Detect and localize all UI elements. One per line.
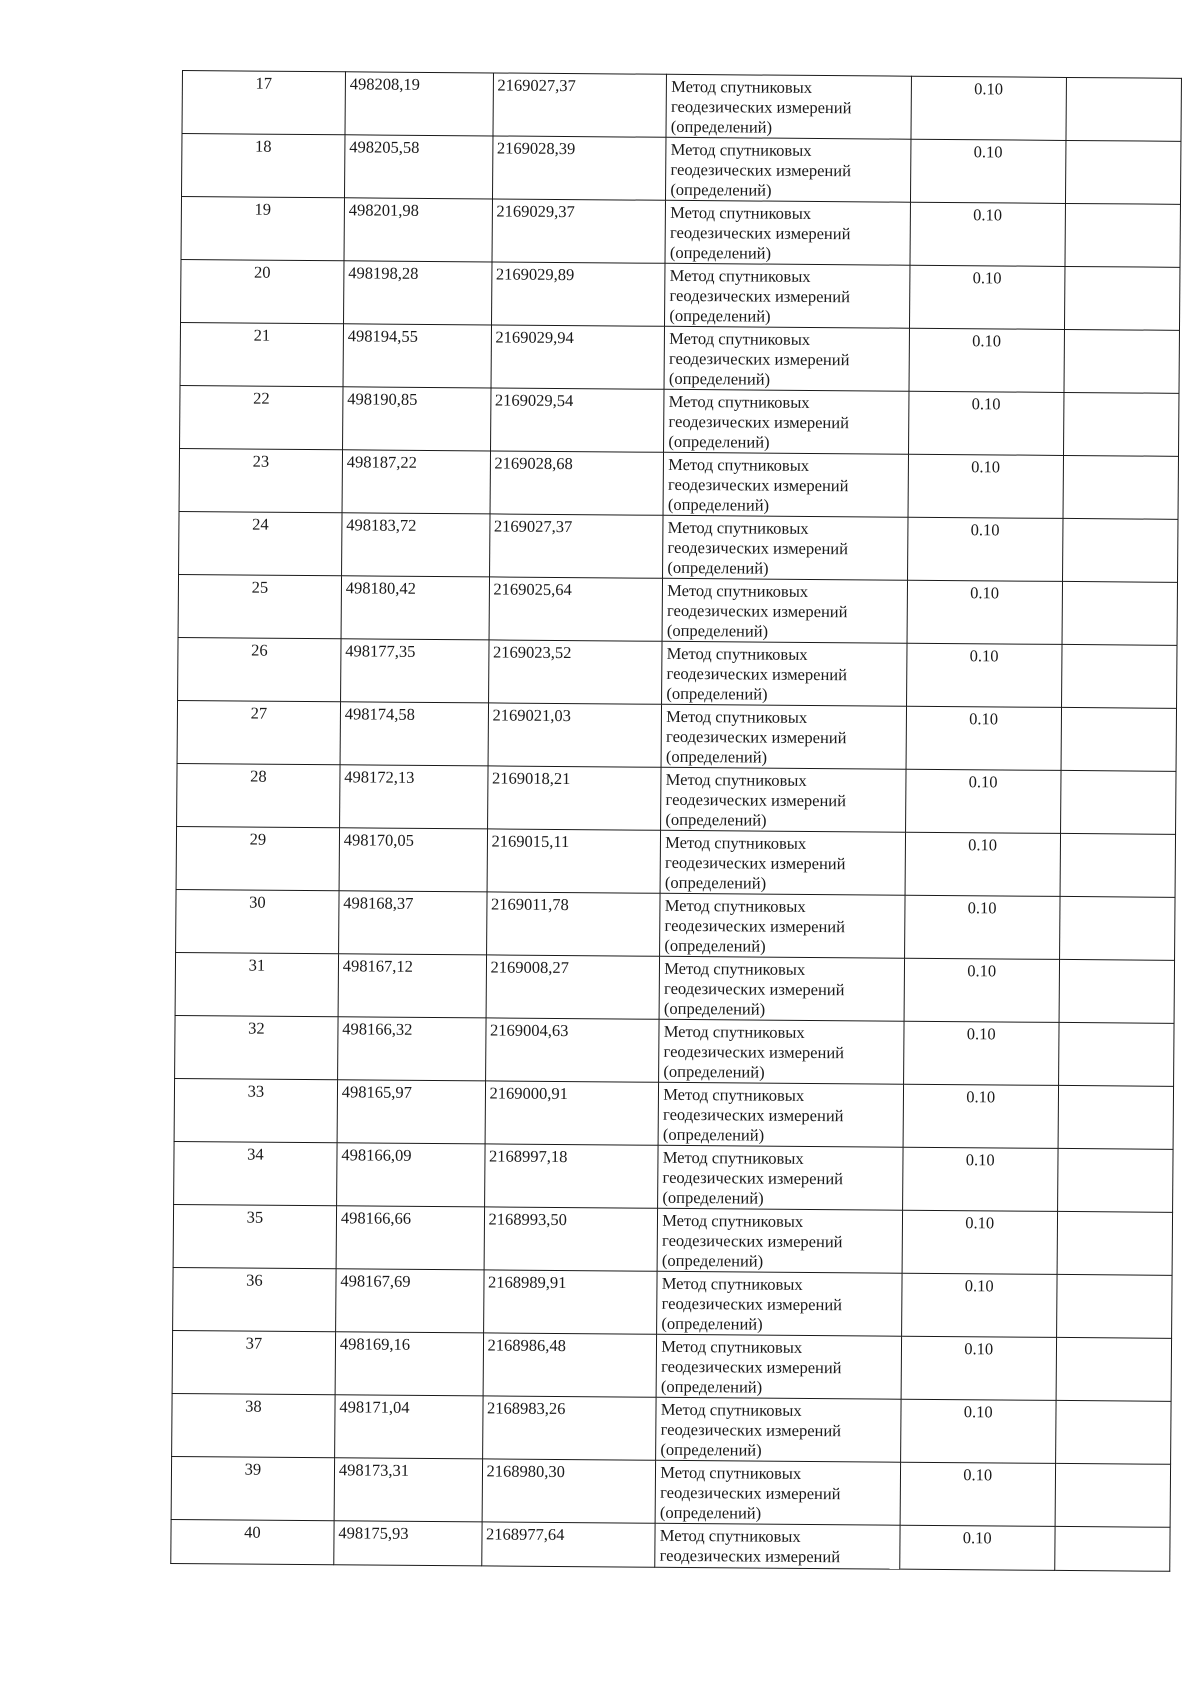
- method-cell: [661, 767, 906, 832]
- coordinates-table: [170, 70, 1182, 1572]
- table-row: [179, 511, 1178, 582]
- coordinate-y-cell: 2169027,37: [493, 73, 667, 137]
- method-line: (определений): [670, 116, 773, 137]
- coordinate-y-cell: 2168983,26: [482, 1396, 656, 1460]
- table-row: [173, 1204, 1172, 1275]
- method-cell: [658, 1082, 903, 1147]
- point-number-cell: 28: [177, 763, 340, 827]
- extra-cell: [1060, 770, 1176, 834]
- method-line: Метод спутниковых: [664, 958, 806, 979]
- coordinate-y-cell: 2169029,94: [491, 325, 665, 389]
- accuracy-cell: 0.10: [905, 769, 1061, 833]
- method-cell: [662, 578, 907, 643]
- accuracy-cell: 0.10: [906, 706, 1062, 770]
- method-line: (определений): [661, 1250, 764, 1271]
- accuracy-cell: 0.10: [904, 895, 1060, 959]
- coordinate-x-cell: 498183,72: [341, 513, 489, 577]
- method-cell: [666, 74, 911, 139]
- accuracy-cell: 0.10: [900, 1399, 1056, 1463]
- coordinate-x-cell: 498165,97: [337, 1080, 485, 1144]
- method-line: геодезических измерений: [670, 159, 852, 181]
- method-line: (определений): [660, 1376, 763, 1397]
- method-line: геодезических измерений: [668, 348, 850, 370]
- method-line: Метод спутниковых: [659, 1525, 801, 1546]
- table-row: [175, 952, 1174, 1023]
- method-line: геодезических измерений: [662, 1230, 843, 1252]
- method-line: Метод спутниковых: [670, 139, 812, 160]
- method-line: (определений): [668, 431, 770, 452]
- coordinate-x-cell: 498205,58: [344, 135, 492, 199]
- table-row: [174, 1078, 1173, 1149]
- table-row: [181, 197, 1180, 268]
- extra-cell: [1058, 1085, 1174, 1149]
- method-line: Метод спутниковых: [662, 1147, 804, 1168]
- table-row: [180, 385, 1179, 456]
- coordinate-y-cell: 2169021,03: [488, 703, 662, 767]
- method-line: Метод спутниковых: [665, 769, 807, 790]
- accuracy-cell: 0.10: [906, 643, 1062, 707]
- point-number-cell: 20: [181, 259, 344, 323]
- method-line: Метод спутниковых: [668, 391, 810, 412]
- method-line: геодезических измерений: [659, 1545, 841, 1567]
- method-cell: [660, 893, 905, 958]
- point-number-cell: 23: [179, 448, 342, 512]
- accuracy-cell: 0.10: [907, 580, 1063, 644]
- accuracy-cell: 0.10: [909, 328, 1065, 392]
- method-line: Метод спутниковых: [666, 706, 808, 727]
- coordinate-y-cell: 2169004,63: [485, 1018, 659, 1082]
- method-line: Метод спутниковых: [667, 517, 809, 538]
- point-number-cell: 39: [171, 1456, 334, 1520]
- accuracy-cell: 0.10: [901, 1336, 1057, 1400]
- point-number-cell: 29: [176, 826, 339, 890]
- extra-cell: [1057, 1148, 1173, 1212]
- method-cell: [661, 704, 906, 769]
- method-line: Метод спутниковых: [661, 1336, 803, 1357]
- method-line: (определений): [666, 620, 769, 641]
- extra-cell: [1064, 266, 1180, 330]
- method-cell: [655, 1523, 900, 1569]
- accuracy-cell: 0.10: [899, 1525, 1055, 1570]
- accuracy-cell: 0.10: [901, 1273, 1057, 1337]
- method-line: геодезических измерений: [666, 600, 848, 622]
- extra-cell: [1059, 959, 1175, 1023]
- coordinate-x-cell: 498166,32: [337, 1017, 485, 1081]
- coordinate-y-cell: 2169029,89: [491, 262, 665, 326]
- method-cell: [657, 1271, 902, 1336]
- coordinate-y-cell: 2168986,48: [483, 1333, 657, 1397]
- coordinate-y-cell: 2169027,37: [489, 514, 663, 578]
- coordinate-y-cell: 2168997,18: [484, 1144, 658, 1208]
- method-cell: [665, 200, 910, 265]
- extra-cell: [1058, 1022, 1174, 1086]
- method-line: Метод спутниковых: [664, 895, 806, 916]
- method-cell: [666, 137, 911, 202]
- point-number-cell: 31: [175, 952, 338, 1016]
- table-row: [171, 1456, 1170, 1527]
- method-line: геодезических измерений: [661, 1356, 842, 1378]
- coordinate-x-cell: 498167,69: [335, 1269, 483, 1333]
- method-line: Метод спутниковых: [662, 1210, 804, 1231]
- point-number-cell: 17: [182, 71, 345, 135]
- method-line: Метод спутниковых: [667, 580, 809, 601]
- point-number-cell: 33: [174, 1078, 337, 1142]
- coordinate-x-cell: 498166,09: [336, 1143, 484, 1207]
- coordinate-y-cell: 2169028,68: [490, 451, 664, 515]
- method-line: геодезических измерений: [669, 285, 851, 307]
- accuracy-cell: 0.10: [907, 517, 1063, 581]
- method-line: геодезических измерений: [670, 96, 852, 118]
- accuracy-cell: 0.10: [903, 1021, 1059, 1085]
- coordinate-y-cell: 2169029,37: [492, 199, 666, 263]
- method-cell: [659, 956, 904, 1021]
- method-line: Метод спутниковых: [670, 202, 812, 223]
- table-row: [182, 71, 1181, 142]
- method-cell: [659, 1019, 904, 1084]
- method-line: (определений): [664, 872, 767, 893]
- table-row: [174, 1141, 1173, 1212]
- table-row: [176, 889, 1175, 960]
- method-line: геодезических измерений: [660, 1482, 841, 1504]
- method-cell: [657, 1208, 902, 1273]
- method-cell: [660, 830, 905, 895]
- accuracy-cell: 0.10: [902, 1147, 1058, 1211]
- table-row: [176, 826, 1175, 897]
- table-row: [179, 448, 1178, 519]
- point-number-cell: 36: [173, 1267, 336, 1331]
- point-number-cell: 40: [171, 1519, 334, 1564]
- extra-cell: [1063, 392, 1179, 456]
- coordinate-x-cell: 498190,85: [342, 387, 490, 451]
- table-row: [178, 637, 1177, 708]
- coordinate-y-cell: 2168989,91: [483, 1270, 657, 1334]
- point-number-cell: 25: [178, 574, 341, 638]
- method-line: геодезических измерений: [668, 411, 850, 433]
- coordinate-x-cell: 498169,16: [335, 1332, 483, 1396]
- coordinate-x-cell: 498170,05: [339, 828, 487, 892]
- table-row: [180, 322, 1179, 393]
- method-line: геодезических измерений: [661, 1293, 843, 1315]
- method-line: Метод спутниковых: [663, 1084, 805, 1105]
- point-number-cell: 24: [179, 511, 342, 575]
- coordinate-y-cell: 2169025,64: [489, 577, 663, 641]
- extra-cell: [1061, 644, 1177, 708]
- method-line: Метод спутниковых: [660, 1462, 802, 1483]
- method-line: (определений): [660, 1439, 762, 1460]
- coordinate-x-cell: 498168,37: [338, 891, 486, 955]
- method-line: (определений): [669, 242, 772, 263]
- coordinate-x-cell: 498174,58: [340, 702, 488, 766]
- point-number-cell: 32: [175, 1015, 338, 1079]
- coordinate-x-cell: 498166,66: [336, 1206, 484, 1270]
- coordinate-y-cell: 2168993,50: [484, 1207, 658, 1271]
- method-line: (определений): [664, 935, 766, 956]
- coordinate-y-cell: 2169018,21: [487, 766, 661, 830]
- coordinate-x-cell: 498172,13: [339, 765, 487, 829]
- coordinate-y-cell: 2169008,27: [486, 955, 660, 1019]
- table-row: [175, 1015, 1174, 1086]
- method-line: Метод спутниковых: [671, 76, 813, 97]
- method-line: (определений): [670, 179, 772, 200]
- method-line: (определений): [667, 494, 770, 515]
- method-line: (определений): [659, 1502, 762, 1523]
- method-line: геодезических измерений: [666, 663, 848, 685]
- coordinate-x-cell: 498173,31: [334, 1458, 482, 1522]
- method-line: Метод спутниковых: [669, 328, 811, 349]
- coordinate-x-cell: 498194,55: [343, 324, 491, 388]
- accuracy-cell: 0.10: [903, 1084, 1059, 1148]
- table-row: [181, 259, 1180, 330]
- method-line: (определений): [666, 683, 768, 704]
- coordinate-y-cell: 2169000,91: [485, 1081, 659, 1145]
- accuracy-cell: 0.10: [905, 832, 1061, 896]
- table-row: [171, 1519, 1170, 1571]
- method-line: Метод спутниковых: [666, 643, 808, 664]
- method-cell: [664, 389, 909, 454]
- extra-cell: [1056, 1337, 1172, 1401]
- accuracy-cell: 0.10: [900, 1462, 1056, 1526]
- table-row: [182, 134, 1181, 205]
- coordinate-x-cell: 498201,98: [344, 198, 492, 262]
- method-line: геодезических измерений: [667, 537, 849, 559]
- method-cell: [662, 641, 907, 706]
- method-line: (определений): [661, 1313, 763, 1334]
- method-line: (определений): [668, 368, 771, 389]
- coordinate-x-cell: 498167,12: [338, 954, 486, 1018]
- point-number-cell: 30: [176, 889, 339, 953]
- coordinate-x-cell: 498177,35: [340, 639, 488, 703]
- coordinate-x-cell: 498175,93: [334, 1521, 482, 1566]
- method-line: геодезических измерений: [664, 852, 846, 874]
- method-line: (определений): [662, 1187, 764, 1208]
- method-line: геодезических измерений: [669, 222, 851, 244]
- point-number-cell: 35: [173, 1204, 336, 1268]
- extra-cell: [1062, 581, 1178, 645]
- accuracy-cell: 0.10: [902, 1210, 1058, 1274]
- coordinate-y-cell: 2169028,39: [492, 136, 666, 200]
- method-line: геодезических измерений: [664, 915, 846, 937]
- accuracy-cell: 0.10: [908, 454, 1064, 518]
- point-number-cell: 34: [174, 1141, 337, 1205]
- coordinate-y-cell: 2169023,52: [488, 640, 662, 704]
- extra-cell: [1055, 1526, 1170, 1571]
- coordinate-x-cell: 498180,42: [341, 576, 489, 640]
- coordinate-x-cell: 498198,28: [343, 261, 491, 325]
- method-line: геодезических измерений: [663, 1104, 844, 1126]
- point-number-cell: 38: [172, 1393, 335, 1457]
- method-line: (определений): [667, 557, 769, 578]
- extra-cell: [1055, 1400, 1171, 1464]
- method-line: Метод спутниковых: [669, 265, 811, 286]
- method-line: (определений): [662, 1124, 765, 1145]
- coordinate-y-cell: 2169029,54: [490, 388, 664, 452]
- method-line: геодезических измерений: [667, 474, 849, 496]
- method-line: геодезических измерений: [665, 789, 847, 811]
- table-row: [172, 1393, 1171, 1464]
- coordinate-y-cell: 2168980,30: [482, 1459, 656, 1523]
- method-line: (определений): [665, 809, 767, 830]
- accuracy-cell: 0.10: [909, 265, 1065, 329]
- method-line: геодезических измерений: [664, 978, 845, 1000]
- table-row: [173, 1267, 1172, 1338]
- method-line: Метод спутниковых: [660, 1399, 802, 1420]
- method-line: (определений): [665, 746, 768, 767]
- accuracy-cell: 0.10: [911, 76, 1067, 140]
- method-line: Метод спутниковых: [663, 1021, 805, 1042]
- point-number-cell: 19: [181, 197, 344, 261]
- accuracy-cell: 0.10: [904, 958, 1060, 1022]
- method-line: Метод спутниковых: [668, 454, 810, 475]
- accuracy-cell: 0.10: [908, 391, 1064, 455]
- extra-cell: [1060, 833, 1176, 897]
- extra-cell: [1062, 518, 1178, 582]
- method-line: Метод спутниковых: [661, 1273, 803, 1294]
- method-line: геодезических измерений: [663, 1041, 845, 1063]
- method-cell: [663, 452, 908, 517]
- method-line: (определений): [663, 998, 766, 1019]
- point-number-cell: 21: [180, 322, 343, 386]
- accuracy-cell: 0.10: [910, 202, 1066, 266]
- method-line: геодезических измерений: [662, 1167, 844, 1189]
- method-cell: [663, 515, 908, 580]
- coordinates-table-body: [171, 71, 1182, 1572]
- table-row: [172, 1330, 1171, 1401]
- table-row: [177, 763, 1176, 834]
- extra-cell: [1064, 329, 1180, 393]
- method-cell: [655, 1460, 900, 1525]
- coordinate-x-cell: 498208,19: [345, 72, 493, 136]
- extra-cell: [1063, 455, 1179, 519]
- method-cell: [656, 1334, 901, 1399]
- coordinate-y-cell: 2169011,78: [486, 892, 660, 956]
- method-cell: [665, 263, 910, 328]
- coordinate-x-cell: 498171,04: [334, 1395, 482, 1459]
- extra-cell: [1059, 896, 1175, 960]
- extra-cell: [1057, 1211, 1173, 1275]
- table-row: [178, 574, 1177, 645]
- method-line: (определений): [669, 305, 771, 326]
- coordinate-y-cell: 2168977,64: [481, 1522, 655, 1567]
- point-number-cell: 27: [177, 700, 340, 764]
- coordinate-x-cell: 498187,22: [342, 450, 490, 514]
- method-cell: [658, 1145, 903, 1210]
- extra-cell: [1065, 140, 1181, 204]
- method-line: (определений): [663, 1061, 765, 1082]
- extra-cell: [1055, 1463, 1171, 1527]
- extra-cell: [1065, 203, 1181, 267]
- method-line: геодезических измерений: [660, 1419, 842, 1441]
- point-number-cell: 22: [180, 385, 343, 449]
- extra-cell: [1056, 1274, 1172, 1338]
- point-number-cell: 26: [178, 637, 341, 701]
- extra-cell: [1061, 707, 1177, 771]
- point-number-cell: 18: [182, 134, 345, 198]
- point-number-cell: 37: [172, 1330, 335, 1394]
- coordinate-y-cell: 2169015,11: [487, 829, 661, 893]
- method-line: геодезических измерений: [665, 726, 847, 748]
- method-line: Метод спутниковых: [665, 832, 807, 853]
- extra-cell: [1066, 77, 1182, 141]
- accuracy-cell: 0.10: [910, 139, 1066, 203]
- method-cell: [656, 1397, 901, 1462]
- table-row: [177, 700, 1176, 771]
- method-cell: [664, 326, 909, 391]
